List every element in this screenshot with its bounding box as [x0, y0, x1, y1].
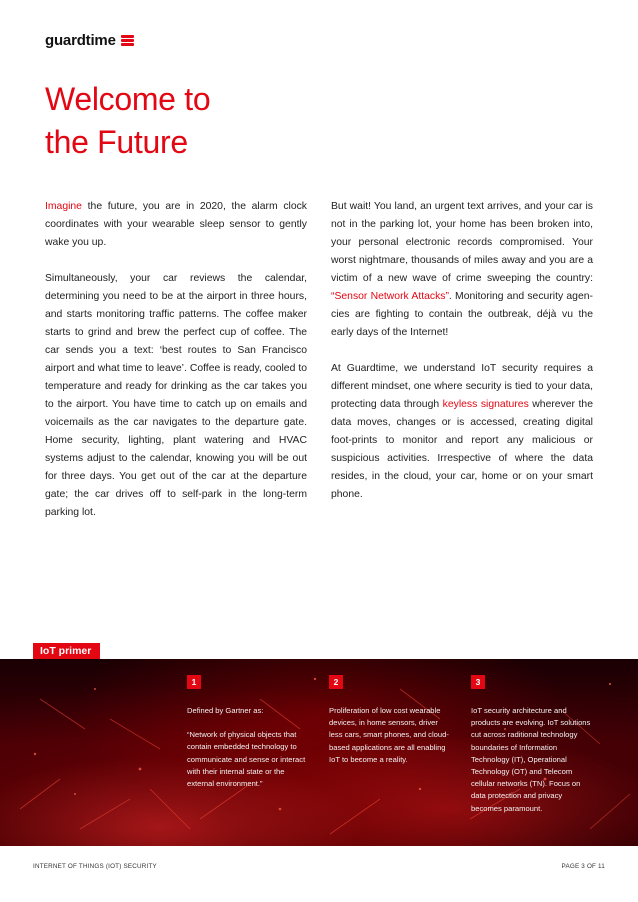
right-paragraph-2: [331, 360, 593, 504]
sensor-network-attacks-highlight: “Sensor Network Attacks”: [331, 291, 449, 302]
primer-item-3-text: IoT security architecture and products are evolving. IoT solutions cut across raditional technology boundaries of Information Technology (IT), Operational Technology (OT) and Telecom cellular networks (TN). Focus on data protection and privacy becomes paramount.: [471, 706, 591, 813]
logo-wordmark: guardtime: [45, 31, 116, 49]
iot-primer-band: [0, 659, 638, 846]
title-line-2: the Future: [45, 124, 188, 160]
right-paragraph-1-before: But wait! You land, an urgent text arrives, and your car is not in the parking lot, your home has been broken into, your personal electronic records compromised. Your worst nightmare, thousands of miles away and you are a victim of a new wave of crime sweeping the country:: [331, 201, 593, 284]
primer-item-3: [471, 675, 593, 827]
primer-item-1: [187, 675, 309, 802]
right-paragraph-2-after: wherever the data moves, changes or is accessed, creating digital foot-prints to monitor and report any malicious or suspicious activities. Irrespective of where the data resides, in the cloud, your car, home or on your smart phone.: [331, 399, 593, 500]
page-title: [45, 78, 210, 164]
footer-page-number: PAGE 3 OF 11: [561, 863, 605, 870]
guardtime-mark-icon: [121, 34, 134, 47]
left-paragraph-1-text: the future, you are in 2020, the alarm clock coordinates with your wearable sleep sensor to gently wake you up.: [45, 201, 307, 248]
primer-item-1-text: Defined by Gartner as:: [187, 706, 264, 715]
primer-number-2: 2: [329, 675, 343, 689]
left-paragraph-1: [45, 198, 307, 252]
primer-item-1-quote: “Network of physical objects that contain embedded technology to communicate and sense or interact with their internal state or the external environment.”: [187, 730, 306, 789]
keyless-signatures-highlight: keyless signatures: [442, 399, 529, 410]
right-paragraph-1: [331, 198, 593, 342]
iot-primer-label: IoT primer: [33, 643, 100, 660]
primer-item-2: [329, 675, 451, 778]
right-column: [331, 198, 593, 522]
right-paragraph-1-after: . Monitoring and security agen-cies are fighting to contain the outbreak, déjà vu the early days of the Internet!: [331, 291, 593, 338]
right-paragraph-2-before: At Guardtime, we understand IoT security requires a different mindset, one where security is tied to your data, protecting data through: [331, 363, 593, 410]
footer-document-title: INTERNET OF THINGS (IOT) SECURITY: [33, 863, 157, 870]
left-paragraph-2: Simultaneously, your car reviews the calendar, determining you need to be at the airport in three hours, and starts monitoring traffic patterns. The coffee maker starts to grind and brew the perfect cup of coffee. The car sends you a text: ‘best routes to San Francisco airport and what time to leave’. Coffee is ready, cooled to temperature and ready for drinking as the car takes you to the airport. You have time to catch up on emails and voicemails as the car navigates to the departure gate. Home security, lighting, plant watering and HVAC systems adjust to the calendar, knowing you will be out for three days. You get out of the car at the departure gate; the car drives off to self-park in the long-term parking lot.: [45, 273, 307, 518]
left-column: [45, 198, 307, 540]
guardtime-logo: [45, 30, 134, 50]
title-line-1: Welcome to: [45, 81, 211, 117]
primer-number-3: 3: [471, 675, 485, 689]
primer-item-2-text: Proliferation of low cost wearable devices, in home sensors, driver less cars, smart phones, and cloud-based applications are all enabling IoT to become a reality.: [329, 706, 449, 764]
primer-number-1: 1: [187, 675, 201, 689]
imagine-highlight: Imagine: [45, 201, 82, 212]
